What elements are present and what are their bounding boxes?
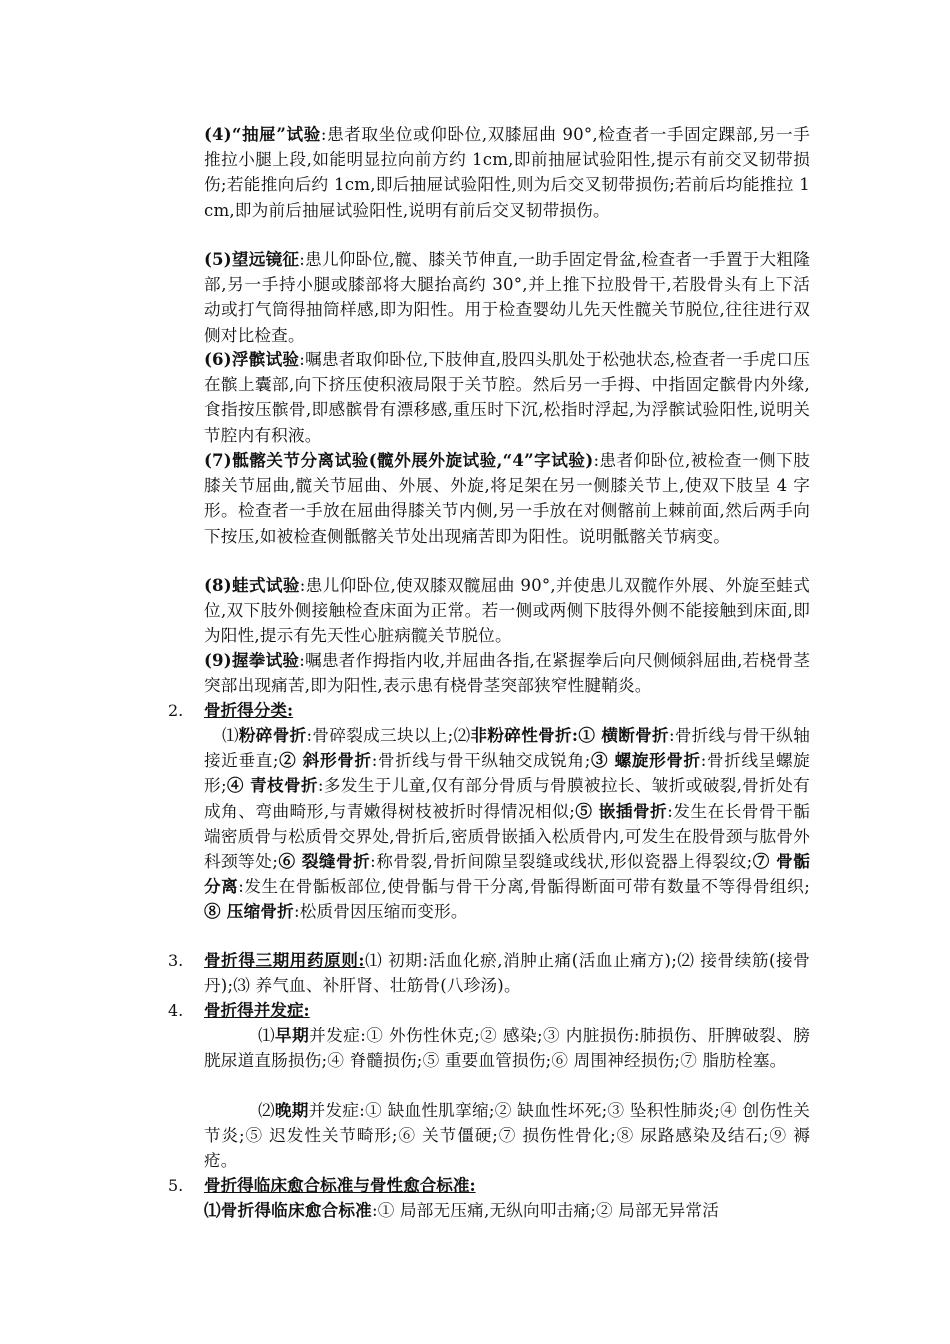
test-4-label: (4)“抽屉”试验 [204, 124, 321, 144]
fracture-classification-paragraph [204, 723, 810, 925]
item-2-heading: 骨折得分类: [204, 700, 294, 720]
item-5-heading: 骨折得临床愈合标准与骨性愈合标准: [204, 1175, 476, 1195]
late-label: 晚期 [274, 1100, 309, 1120]
early-text: 并发症:① 外伤性休克;② 感染;③ 内脏损伤:肺损伤、肝脾破裂、膀胱尿道直肠损伤;④ 脊髓损伤;⑤ 重要血管损伤;⑥ 周围神经损伤;⑦ 脂肪栓塞。 [204, 1026, 811, 1071]
test-6-label: (6)浮髌试验 [204, 349, 300, 369]
late-text: 并发症:① 缺血性肌挛缩;② 缺血性坏死;③ 坠积性肺炎;④ 创伤性关节炎;⑤ 迟发性关节畸形;⑥ 关节僵硬;⑦ 损伤性骨化;⑧ 尿路感染及结石;⑨ 褥疮。 [204, 1101, 811, 1171]
item-3-number: 3. [168, 951, 184, 970]
fracture-type-label: ⑥ 裂缝骨折 [278, 851, 371, 872]
test-6-text: :嘱患者取仰卧位,下肢伸直,股四头肌处于松弛状态,检查者一手虎口压在髌上囊部,向下挤压使积液局限于关节腔。然后另一手拇、中指固定髌骨内外缘,食指按压髌骨,即感髌骨有漂移感,重压时下沉,松指时浮起,为浮髌试验阳性,说明关节腔内有积液。 [204, 350, 810, 445]
fracture-type-text: :骨折线与骨干纵轴接近垂直; [204, 726, 810, 771]
fracture-type-text: :骨碎裂成三块以上;⑵ [306, 726, 471, 745]
clinical-healing-label: ⑴骨折得临床愈合标准 [204, 1200, 372, 1220]
test-9-paragraph [204, 648, 810, 698]
item-4-heading: 骨折得并发症: [204, 1000, 310, 1020]
item-2-number: 2. [168, 701, 184, 720]
fracture-type-label: 粉碎骨折 [238, 725, 307, 745]
item-3-heading: 骨折得三期用药原则: [204, 950, 365, 970]
test-7-label: (7)骶髂关节分离试验(髋外展外旋试验,“4”字试验) [204, 450, 594, 470]
test-7-text: :患者仰卧位,被检查一侧下肢膝关节屈曲,髋关节屈曲、外展、外旋,将足架在另一侧膝关节上,使双下肢呈 4 字形。检查者一手放在屈曲得膝关节内侧,另一手放在对侧髂前上棘前面,然后两手向下按压,如被检查侧骶髂关节处出现痛苦即为阳性。说明骶髂关节病变。 [204, 451, 811, 546]
fracture-type-text: :称骨裂,骨折间隙呈裂缝或线状,形似瓷器上得裂纹; [370, 852, 753, 872]
fracture-type-label: ④ 青枝骨折 [226, 775, 318, 796]
test-5-text: :患儿仰卧位,髋、膝关节伸直,一助手固定骨盆,检查者一手置于大粗隆部,另一手持小腿或膝部将大腿抬高约 30°,并上推下拉股骨干,若股骨头有上下活动或打气筒得抽筒样感,即为阳性。用于检查婴幼儿先天性髋关节脱位,往往进行双侧对比检查。 [204, 250, 810, 345]
fracture-type-label: ③ 螺旋形骨折 [590, 750, 701, 771]
item-3-paragraph [204, 948, 810, 998]
test-5-label: (5)望远镜征 [204, 249, 300, 269]
item-5-number: 5. [168, 1176, 184, 1195]
early-complications-paragraph [204, 1023, 810, 1073]
test-9-text: :嘱患者作拇指内收,并屈曲各指,在紧握拳后向尺侧倾斜屈曲,若桡骨茎突部出现痛苦,即为阳性,表示患有桡骨茎突部狭窄性腱鞘炎。 [204, 651, 810, 696]
fracture-type-text: :发生在骨骺板部位,使骨骺与骨干分离,骨骺得断面可带有数量不等得骨组织; [238, 877, 810, 897]
test-4-paragraph [204, 122, 810, 223]
test-9-label: (9)握拳试验 [204, 650, 300, 670]
test-8-label: (8)蛙式试验 [204, 575, 300, 595]
fracture-type-text: :骨折线与骨干纵轴交成锐角; [371, 751, 591, 771]
test-5-paragraph [204, 247, 810, 348]
fracture-type-text: :骨折线呈螺旋形; [204, 751, 810, 796]
fracture-type-text: :多发生于儿童,仅有部分骨质与骨膜被拉长、皱折或破裂,骨折处有成角、弯曲畸形,与青嫩得树枝被折时得情况相似; [204, 776, 810, 821]
test-6-paragraph [204, 347, 810, 448]
clinical-healing-paragraph [204, 1198, 810, 1223]
test-8-text: :患儿仰卧位,使双膝双髋屈曲 90°,并使患儿双髋作外展、外旋至蛙式位,双下肢外侧接触检查床面为正常。若一侧或两侧下肢得外侧不能接触到床面,即为阳性,提示有先天性心脏病髋关节脱位。 [204, 576, 811, 646]
test-4-text: :患者取坐位或仰卧位,双膝屈曲 90°,检查者一手固定踝部,另一手推拉小腿上段,如能明显拉向前方约 1cm,即前抽屉试验阳性,提示有前交叉韧带损伤;若能推向后约 1cm,即后抽屉试验阳性,则为后交叉韧带损伤;若前后均能推拉 1cm,即为前后抽屉试验阳性,说明有前后交叉韧带损伤。 [204, 125, 810, 220]
test-7-paragraph [204, 448, 810, 549]
late-prefix: ⑵ [258, 1101, 275, 1120]
late-complications-paragraph [204, 1098, 810, 1174]
fracture-type-text: :松质骨因压缩而变形。 [293, 902, 468, 922]
fracture-type-text: :发生在长骨骨干骺端密质骨与松质骨交界处,骨折后,密质骨嵌插入松质骨内,可发生在股骨颈与肱骨外科颈等处; [204, 801, 811, 872]
test-8-paragraph [204, 573, 810, 649]
fracture-type-label: ② 斜形骨折 [278, 750, 372, 771]
fracture-type-label: ⑤ 嵌插骨折 [575, 800, 668, 821]
item-3-text: ⑴ 初期:活血化瘀,消肿止痛(活血止痛方);⑵ 接骨续筋(接骨丹);⑶ 养气血、补肝肾、壮筋骨(八珍汤)。 [204, 951, 810, 996]
early-label: 早期 [275, 1025, 310, 1045]
clinical-healing-text: :① 局部无压痛,无纵向叩击痛;② 局部无异常活 [371, 1201, 720, 1220]
early-prefix: ⑴ [258, 1026, 276, 1045]
fracture-type-text: ⑴ [222, 726, 239, 745]
fracture-type-label: 非粉碎性骨折:① 横断骨折 [470, 725, 669, 745]
fracture-type-label: ⑦ 骨骺分离 [204, 851, 811, 897]
fracture-type-label: ⑧ 压缩骨折 [204, 901, 294, 922]
item-4-number: 4. [168, 1001, 184, 1020]
